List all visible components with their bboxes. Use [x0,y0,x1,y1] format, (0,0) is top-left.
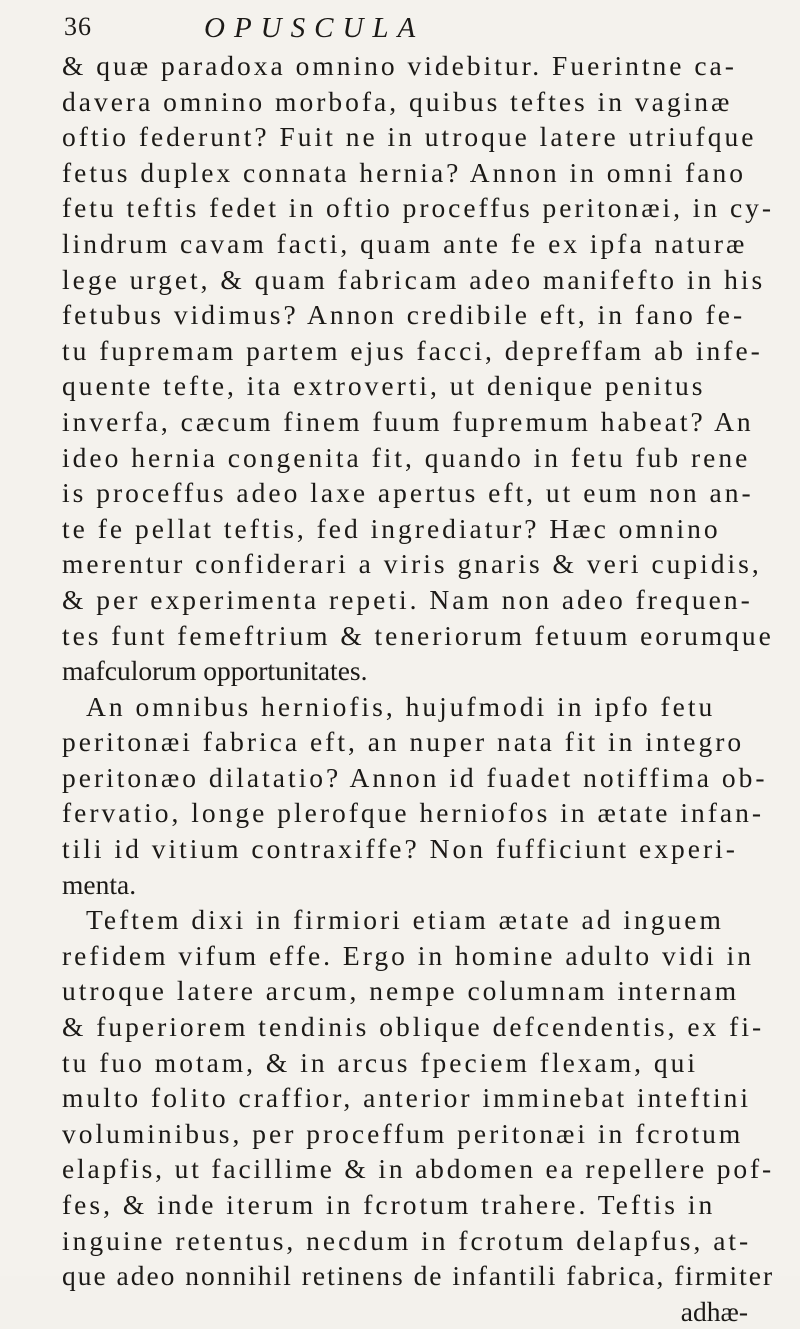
text-line: ideo hernia congenita fit, quando in fetu fub rene [62,441,751,473]
text-line: is proceffus adeo laxe apertus eft, ut eum non an- [62,477,754,509]
text-line: & per experimenta repeti. Nam non adeo frequen- [62,583,753,615]
text-line: fetubus vidimus? Annon credibile eft, in fano fe- [62,299,746,331]
text-line: tes funt femeftrium & teneriorum fetuum eorumque [62,619,774,651]
page-header [64,8,764,48]
text-line: inguine retentus, necdum in fcrotum delapfus, at- [62,1224,752,1256]
text-line: quente tefte, ita extroverti, ut denique penitus [62,370,706,402]
text-line: voluminibus, per proceffum peritonæi in fcrotum [62,1117,744,1149]
text-line: te fe pellat teftis, fed ingrediatur? Hæc omnino [62,512,721,544]
text-line: fervatio, longe plerofque herniofos in ætate infan- [62,797,765,829]
text-line: fetu teftis fedet in oftio proceffus peritonæi, in cy- [62,192,774,224]
text-line: merentur confiderari a viris gnaris & veri cupidis, [62,548,762,580]
text-line: & quæ paradoxa omnino videbitur. Fuerintne ca- [62,50,737,81]
text-line: mafculorum opportunitates. [62,655,368,687]
text-line: lege urget, & quam fabricam adeo manifefto in his [62,263,766,295]
text-line: multo folito craffior, anterior imminebat inteftini [62,1082,752,1114]
text-line: utroque latere arcum, nempe columnam internam [62,975,740,1007]
text-line: Teftem dixi in firmiori etiam ætate ad inguem [86,904,724,936]
text-line: peritonæi fabrica eft, an nuper nata fit in integro [62,726,745,758]
text-line: peritonæo dilatatio? Annon id fuadet notiffima ob- [62,761,768,793]
text-line: An omnibus herniofis, hujufmodi in ipfo fetu [86,690,716,722]
text-line: tu fupremam partem ejus facci, depreffam ab infe- [62,334,763,366]
text-line: que adeo nonnihil retinens de infantili fabrica, firmiter [62,1260,774,1292]
text-line: elapfis, ut facillime & in abdomen ea repellere pof- [62,1153,774,1185]
text-line: fes, & inde iterum in fcrotum trahere. Teftis in [62,1189,716,1220]
text-line: davera omnino morbofa, quibus teftes in vaginæ [62,85,733,117]
text-line: lindrum cavam facti, quam ante fe ex ipfa naturæ [62,227,748,259]
text-line: oftio federunt? Fuit ne in utroque latere utriufque [62,121,757,153]
text-line: menta. [62,868,137,900]
text-line: tili id vitium contraxiffe? Non fufficiunt experi- [62,833,738,865]
page-number: 36 [64,12,92,41]
text-line: refidem vifum effe. Ergo in homine adulto vidi in [62,939,755,971]
text-line: tu fuo motam, & in arcus fpeciem flexam, qui [62,1046,699,1078]
text-line: fetus duplex connata hernia? Annon in omni fano [62,156,746,188]
catchword: adhæ- [680,1295,748,1327]
running-title: OPUSCULA [204,12,425,44]
text-line: inverfa, cæcum finem fuum fupremum habeat? An [62,405,754,437]
text-line: & fuperiorem tendinis oblique defcendentis, ex fi- [62,1011,765,1043]
body-text [62,48,774,1329]
